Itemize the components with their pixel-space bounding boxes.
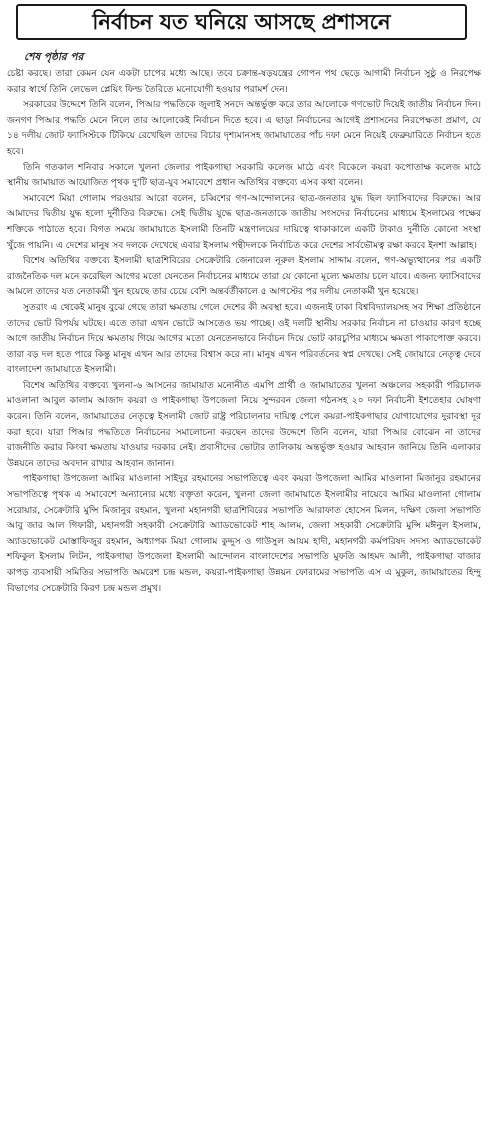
- paragraph-1: চেষ্টা করছে। তারা কেমন যেন একটা চাপের মধ্যে আছে। তবে চক্রান্ত-ষড়যন্ত্রের গোপন পথ ছেড়ে আগামী নির্বাচন সুষ্ঠু ও নিরপেক্ষ করার স্বার্থে তিনি লেভেল প্লেয়িং ফিল্ড তৈরিতে মনোযোগী হওয়ার পরামর্শ দেন।: [7, 69, 481, 95]
- paragraph-8: পাইকগাছা উপজেলা আমির মাওলানা সাইদুর রহমানের সভাপতিত্বে এবং কয়রা উপজেলা আমির মাওলানা মিজানুর রহমানের সভাপতিত্বে পৃথক এ সমাবেশে অন্যান্যের মধ্যে বক্তৃতা করেন, খুলনা জেলা জামায়াতে ইসলামীর নায়েবে আমির মাওলানা গোলাম সরোয়ার, সেক্রেটারি মুন্সি মিজানুর রহমান, খুলনা মহানগরী ছাত্রশিবিরের সভাপতি আরাফাত হোসেন মিলন, দক্ষিণ জেলা সভাপতি আবু জার আল গিফারী, মহানগরী সহকারী সেক্রেটারি অ্যাডভোকেট শাহ আলম, জেলা সহকারী সেক্রেটারি মুন্সি মঈনুল ইসলাম, অ্যাডভোকেট মোস্তাফিজুর রহমান, অধ্যাপক মিয়া গোলাম কুদ্দুস ও গাউসুল আযম হাদী, মহানগরী কর্মপরিষদ সদস্য অ্যাডভোকেট শফিকুল ইসলাম লিটন, পাইকগাছা উপজেলা ইসলামী আন্দোলন বাংলাদেশের সভাপতি মুফতি আহমদ আলী, পাইকগাছা বাজার কাপড় ব্যবসায়ী সমিতির সভাপতি অমরেশ চন্দ্র মন্ডল, কয়রা-পাইকগাছা উন্নয়ন ফোরামের সভাপতি এস এ মুকুল, জামায়াতের হিন্দু বিভাগের সেক্রেটারি কিরণ চন্দ্র মন্ডল প্রমুখ।: [7, 474, 481, 594]
- paragraph-4: সমাবেশে মিয়া গোলাম পরওয়ার আরো বলেন, চব্বিশের গণ-আন্দোলনের ছাত্র-জনতার যুদ্ধ ছিল ফ্যাসিবাদের বিরুদ্ধে। আর আমাদের দ্বিতীয় যুদ্ধ হলো দুর্নীতির বিরুদ্ধে। সেই দ্বিতীয় যুদ্ধে ছাত্র-জনতাকে জাতীয় সংসদের নির্বাচনের মাধ্যমে ইসলামের পক্ষের শক্তিকে পাঠাতে হবে। বিগত সময়ে জামায়াতে ইসলামী তিনটি মন্ত্রণালয়ের দায়িত্বে থাকাকালে একটি টাকাও দুর্নীতি কোনো সংস্থা খুঁজে পায়নি। এ দেশের মানুষ সব দলকে দেখেছে এবার ইসলাম পন্থীদলকে নির্বাচিত করে দেশের সার্বভৌমত্ব রক্ষা করবে ইনশা আল্লাহ।: [7, 193, 481, 251]
- paragraph-7: বিশেষ অতিথির বক্তব্যে খুলনা-৬ আসনের জামায়াত মনোনীত এমপি প্রার্থী ও জামায়াতের খুলনা অঞ্চলের সহকারী পরিচালক মাওলানা আবুল কালাম আজাদ কয়রা ও পাইকগাছা উপজেলা নিয়ে সুন্দরবন জেলা গঠনসহ ২০ দফা নির্বাচনী ইশতেহার ঘোষণা করেন। তিনি বলেন, জামায়াতের নেতৃত্বে ইসলামী জোট রাষ্ট্র পরিচালনার দায়িত্ব পেলে কয়রা-পাইকগাছার যোগাযোগের দুরাবস্থা দূর করা হবে। যারা পিআর পদ্ধতিতে নির্বাচনের সমালোচনা করছেন তাদের উদ্দেশে তিনি বলেন, যারা পিআর বোঝেন না তাদের রাজনীতি করার কিংবা ক্ষমতায় যাওয়ার দরকার নেই। প্রবাসীদের ভোটার তালিকায় অন্তর্ভুক্ত হওয়ার আহবান জানিয়ে তিনি এলাকার উন্নয়নে তাদের অবদান রাখার আহবান জানান।: [7, 380, 481, 469]
- paragraph-6: সুতরাং এ থেকেই মানুষ বুঝে গেছে তারা ক্ষমতায় গেলে দেশের কী অবস্থা হবে। এজন্যই ঢাকা বিশ্ববিদ্যালয়সহ সব শিক্ষা প্রতিষ্ঠানে তাদের ভোট বিপর্যয় ঘটছে। এতে তারা এখন ভোটে আসতেও ভয় পাচ্ছে। ওই দলটি স্থানীয় সরকার নির্বাচন না চাওয়ার কারণ হচ্ছে আগে জাতীয় নির্বাচন দিয়ে ক্ষমতায় গিয়ে আগের মতো যেনতেনভাবে নির্বাচন দিয়ে ভোট কারচুপির মাধ্যমে ক্ষমতা পাকাপোক্ত করবে। তারা বড় দল হতে পারে কিন্তু মানুষ এখন আর তাদের বিশ্বাস করে না। মানুষ এখন পরিবর্তনের স্বপ্ন দেখছে। সেই জোয়ারে নেতৃত্ব দেবে বাংলাদেশ জামায়াতে ইসলামী।: [7, 302, 481, 376]
- continuation-label: শেষ পৃষ্ঠার পর: [24, 51, 84, 63]
- paragraph-5: বিশেষ অতিথির বক্তব্যে ইসলামী ছাত্রশিবিরের সেক্রেটারি জেনারেল নূরুল ইসলাম সাদ্দাম বলেন, গণ-অভ্যুত্থানের পর একটি রাজনৈতিক দল মনে করেছিল আগের মতো যেনতেন নির্বাচনের মাধ্যমে তারা যে কোনো মূল্যে ক্ষমতায় চলে যাবে। এজন্য ফ্যাসিবাদের আমলে তাদের যত নেতাকর্মী খুন হয়েছে তার চেয়ে বেশি অন্তর্বর্তীকালে ৫ আগস্টের পর দলীয় নেতাকর্মী খুন হয়েছে।: [7, 256, 481, 298]
- paragraph-3: তিনি গতকাল শনিবার সকালে খুলনা জেলার পাইকগাছা সরকারি কলেজ মাঠে এবং বিকেলে কয়রা কপোতাক্ষ কলেজ মাঠে স্থানীয় জামায়াত আয়োজিত পৃথক দু'টি ছাত্র-যুব সমাবেশে প্রধান অতিথির বক্তব্যে এসব কথা বলেন।: [7, 162, 481, 189]
- headline-box: [16, 4, 467, 40]
- headline: নির্বাচন যত ঘনিয়ে আসছে প্রশাসনে: [92, 10, 391, 34]
- article-body: [7, 67, 481, 597]
- paragraph-2: সরকারের উদ্দেশে তিনি বলেন, পিআর পদ্ধতিকে জুলাই সনদে অন্তর্ভুক্ত করে তার আলোকে গণভোট দিয়েই জাতীয় নির্বাচন দিন। জনগণ পিআর পদ্ধতি মেনে নিলে তার আলোকেই নির্বাচন দিতে হবে। এ ছাড়া নির্বাচনের আগেই প্রশাসনের নিরপেক্ষতা প্রমাণ, যে ১৪ দলীয় জোট ফ্যাসিস্টকে টিকিয়ে রেখেছিল তাদের বিচার দৃশ্যমানসহ জামায়াতের পাঁচ দফা মেনে নিয়েই ফেব্রুয়ারিতে নির্বাচন হতে হবে।: [7, 100, 481, 157]
